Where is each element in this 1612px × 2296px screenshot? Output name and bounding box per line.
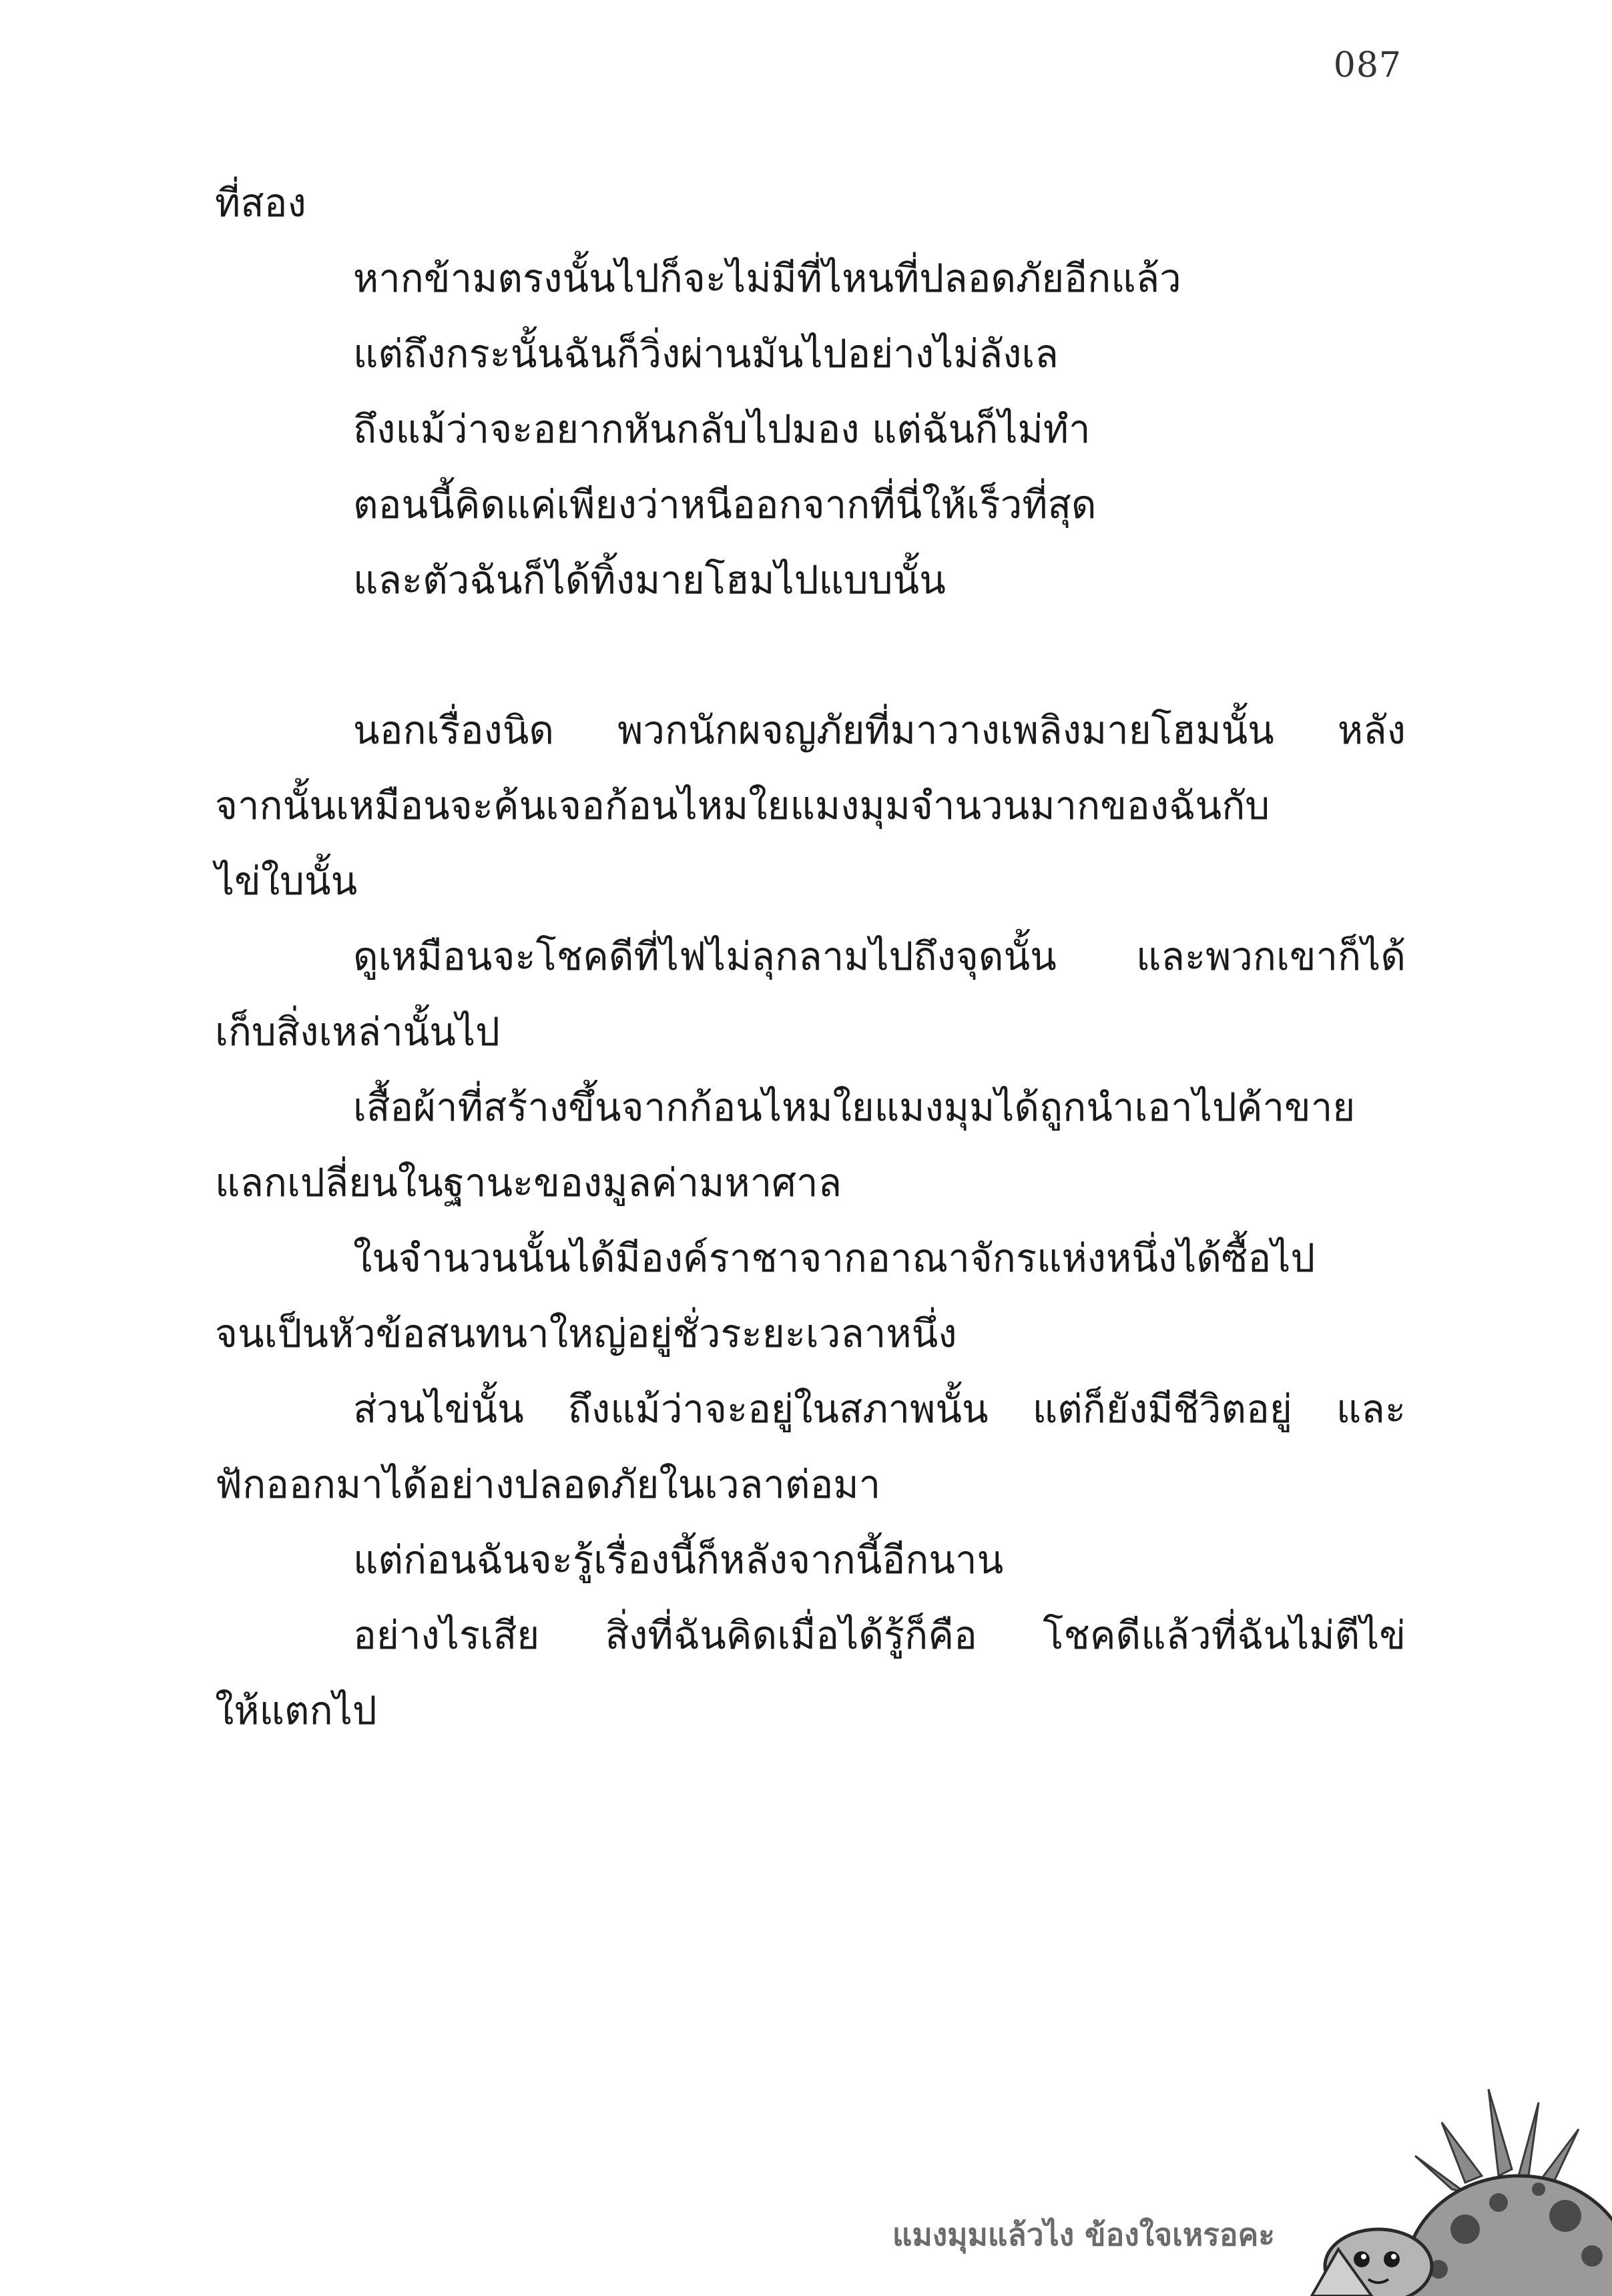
text-line: ฟักออกมาได้อย่างปลอดภัยในเวลาต่อมา [215,1462,881,1507]
page-number: 087 [1333,45,1402,85]
text-line: และตัวฉันก็ได้ทิ้งมายโฮมไปแบบนั้น [353,557,946,603]
text-line: จากนั้นเหมือนจะค้นเจอก้อนไหมใยแมงมุมจำนวนมากของฉันกับ [215,783,1270,828]
text-line: แต่ก่อนฉันจะรู้เรื่องนี้ก็หลังจากนี้อีกนาน [353,1537,1004,1583]
text-line: ส่วนไข่นั้น ถึงแม้ว่าจะอยู่ในสภาพนั้น แต่ก็ยังมีชีวิตอยู่ และ [353,1386,1406,1432]
section-one [215,166,1406,618]
text-line: เสื้อผ้าที่สร้างขึ้นจากก้อนไหมใยแมงมุมได้ถูกนำเอาไปค้าขาย [353,1085,1356,1130]
text-line: หากข้ามตรงนั้นไปก็จะไม่มีที่ไหนที่ปลอดภัยอีกแล้ว [353,256,1181,301]
text-line: ดูเหมือนจะโชคดีที่ไฟไม่ลุกลามไปถึงจุดนั้น และพวกเขาก็ได้ [353,934,1406,979]
book-title-footer: แมงมุมแล้วไง ข้องใจเหรอคะ [892,2217,1275,2253]
text-line: แลกเปลี่ยนในฐานะของมูลค่ามหาศาล [215,1160,842,1205]
section-two [215,693,1406,1749]
text-line: ที่สอง [215,180,306,226]
text-line: ตอนนี้คิดแค่เพียงว่าหนีออกจากที่นี่ให้เร็วที่สุด [353,482,1097,527]
text-line: เก็บสิ่งเหล่านั้นไป [215,1009,500,1055]
text-line: ไข่ใบนั้น [215,858,358,904]
text-line: แต่ถึงกระนั้นฉันก็วิ่งผ่านมันไปอย่างไม่ลังเล [353,331,1059,376]
text-line: ให้แตกไป [215,1688,377,1733]
text-line: จนเป็นหัวข้อสนทนาใหญ่อยู่ชั่วระยะเวลาหนึ่ง [215,1311,957,1356]
text-line: ถึงแม้ว่าจะอยากหันกลับไปมอง แต่ฉันก็ไม่ทำ [353,406,1091,452]
text-line: ในจำนวนนั้นได้มีองค์ราชาจากอาณาจักรแห่งหนึ่งได้ซื้อไป [353,1235,1316,1281]
text-line: นอกเรื่องนิด พวกนักผจญภัยที่มาวางเพลิงมายโฮมนั้น หลัง [353,707,1406,753]
text-line: อย่างไรเสีย สิ่งที่ฉันคิดเมื่อได้รู้ก็คือ โชคดีแล้วที่ฉันไม่ตีไข่ [353,1613,1406,1658]
spider-egg-mascot-illustration [1298,2076,1612,2296]
